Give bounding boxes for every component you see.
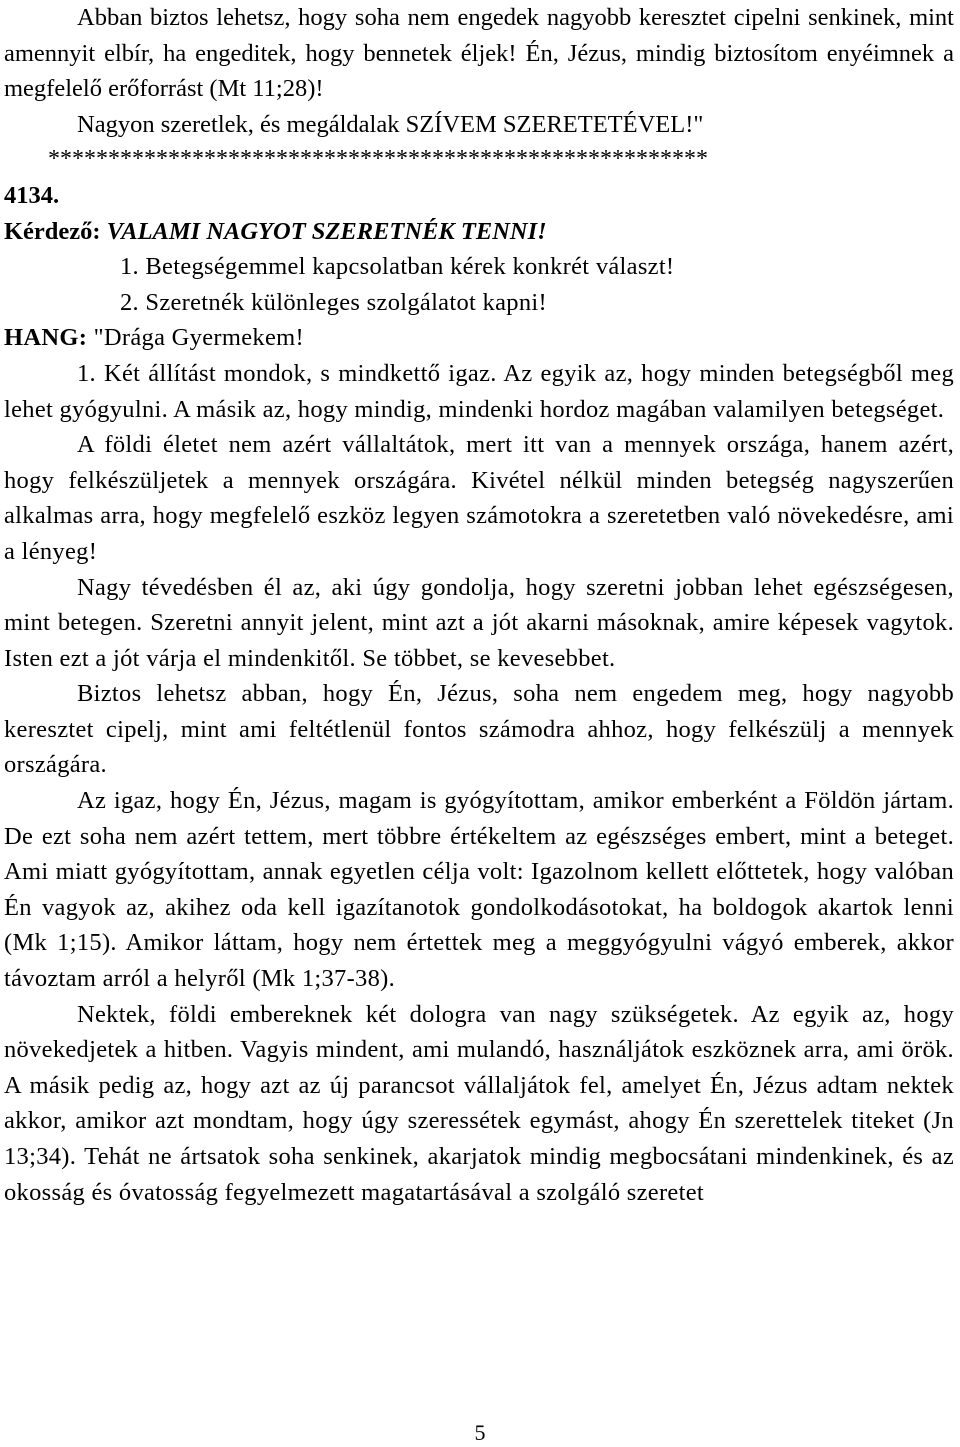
answer-paragraph-1: 1. Két állítást mondok, s mindkettő igaz. Az egyik az, hogy minden betegségből meg lehet gyógyulni. A másik az, hogy mindig, mindenki hordoz magában valamilyen betegséget. [4,359,954,423]
question-heading [4,214,954,250]
answer-paragraph-6: Nektek, földi embereknek két dologra van nagy szükségetek. Az egyik az, hogy növekedjetek a hitben. Vagyis mindent, ami mulandó, használjátok eszköznek arra, ami örök. A másik pedig az, hogy azt az új parancsot vállaljátok fel, amelyet Én, Jézus adtam nektek akkor, amikor azt mondtam, hogy úgy szeressétek egymást, ahogy Én szerettelek titeket (Jn 13;34). Tehát ne ártsatok soha senkinek, akarjatok mindig megbocsátani mindenkinek, és az okosság és óvatosság fegyelmezett magatartásával a szolgáló szeretet [4,1000,954,1206]
question-item-2: 2. Szeretnék különleges szolgálatot kapni! [120,288,547,316]
question-label: Kérdező: [4,217,101,245]
paragraph-intro: Abban biztos lehetsz, hogy soha nem engedek nagyobb keresztet cipelni senkinek, mint amennyit elbír, ha engeditek, hogy bennetek éljek! Én, Jézus, mindig biztosítom enyéimnek a megfelelő erőforrást (Mt 11;28)! [4,4,954,103]
document-page [4,0,954,1210]
separator-stars: ******************************************************* [48,146,708,173]
question-item-1: 1. Betegségemmel kapcsolatban kérek konkrét választ! [120,253,675,281]
answer-paragraph-5: Az igaz, hogy Én, Jézus, magam is gyógyítottam, amikor emberként a Földön jártam. De ezt soha nem azért tettem, mert többre értékeltem az egészséges embert, mint a beteget. Ami miatt gyógyítottam, annak egyetlen célja volt: Igazolnom kellett előttetek, hogy valóban Én vagyok az, akihez oda kell igazítanotok gondolkodásotokat, ha boldogok akartok lenni (Mk 1;15). Amikor láttam, hogy nem értettek meg a meggyógyulni vágyó emberek, akkor távoztam arról a helyről (Mk 1;37-38). [4,787,954,993]
page-number: 5 [474,1420,486,1445]
message-number: 4134. [4,181,60,209]
paragraph-blessing: Nagyon szeretlek, és megáldalak SZÍVEM SZERETETÉVEL!" [77,110,704,138]
question-title: VALAMI NAGYOT SZERETNÉK TENNI! [106,217,547,245]
hang-label: HANG: [4,324,88,352]
answer-paragraph-3: Nagy tévedésben él az, aki úgy gondolja, hogy szeretni jobban lehet egészségesen, mint betegen. Szeretni annyit jelent, mint azt a jót akarni másoknak, amire képesek vagytok. Isten ezt a jót várja el mindenkitől. Se többet, se kevesebbet. [4,573,954,672]
hang-greeting: "Drága Gyermekem! [93,324,304,352]
answer-paragraph-4: Biztos lehetsz abban, hogy Én, Jézus, soha nem engedem meg, hogy nagyobb keresztet cipelj, mint ami feltétlenül fontos számodra ahhoz, hogy felkészülj a mennyek országára. [4,680,954,779]
answer-paragraph-2: A földi életet nem azért vállaltátok, mert itt van a mennyek országa, hanem azért, hogy felkészüljetek a mennyek országára. Kivétel nélkül minden betegség nagyszerűen alkalmas arra, hogy megfelelő eszköz legyen számotokra a szeretetben való növekedésre, ami a lényeg! [4,431,954,565]
answer-heading [4,320,954,356]
